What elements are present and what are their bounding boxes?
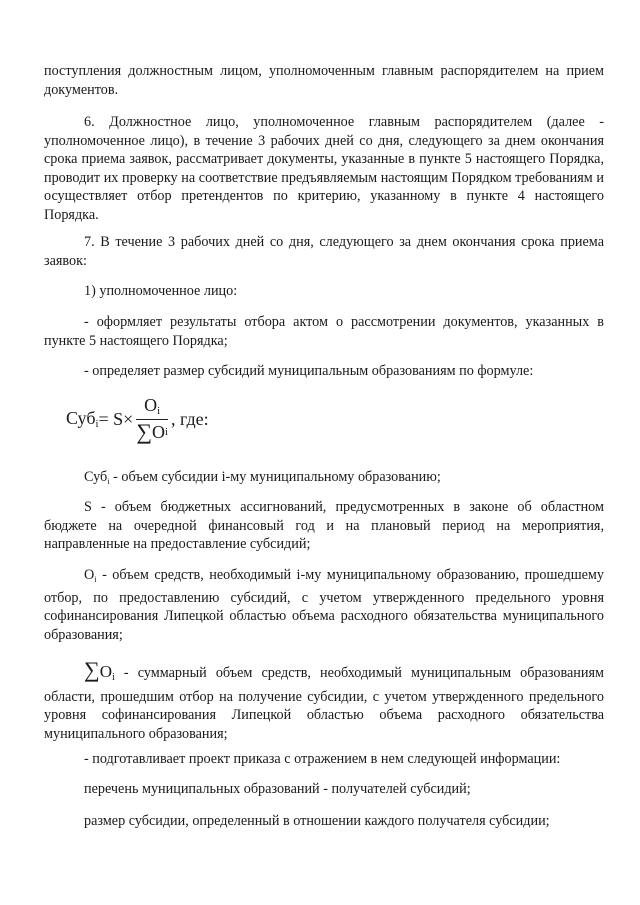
formula-denominator: ∑ O i	[136, 419, 168, 444]
paragraph-item-7: 7. В течение 3 рабочих дней со дня, следующего за днем окончания срока приема заявок:	[44, 234, 604, 269]
paragraph-order-draft: - подготавливает проект приказа с отражением в нем следующей информации:	[84, 751, 561, 767]
paragraph-act-formation: - оформляет результаты отбора актом о рассмотрении документов, указанных в пункте 5 настоящего Порядка;	[44, 314, 604, 349]
subsidy-formula	[66, 392, 316, 446]
formula-numerator: $O_i$	[144, 395, 161, 417]
formula-tail: , где:	[171, 408, 209, 429]
definition-sub: Суб$_i$ - объем субсидии i-му муниципальному образованию;	[84, 469, 441, 486]
formula-lhs: Суб$_i$	[66, 408, 99, 430]
definition-sum-oi: $\sum O_i$ - суммарный объем средств, необходимый муниципальным образованиям области, прошедшим отбор на получение субсидии, с учетом утвержденного предельного уровня софинансирования Липецкой областью объема расходного обязательства муниципального образования;	[44, 657, 604, 742]
paragraph-recipients-list: перечень муниципальных образований - получателей субсидий;	[84, 781, 471, 797]
paragraph-subsidy-size: размер субсидии, определенный в отношении каждого получателя субсидии;	[84, 813, 550, 829]
formula-equals: = S×	[98, 408, 134, 429]
paragraph-continuation: поступления должностным лицом, уполномоченным главным распорядителем на прием документов.	[44, 63, 604, 98]
formula-fraction	[136, 395, 168, 443]
definition-s: S - объем бюджетных ассигнований, предусмотренных в законе об областном бюджете на очередной финансовый год и на плановый период на мероприятия, направленные на предоставление субсидий;	[44, 499, 604, 553]
paragraph-item-6: 6. Должностное лицо, уполномоченное главным распорядителем (далее - уполномоченное лицо), в течение 3 рабочих дней со дня, следующего за днем окончания срока приема заявок, рассматривает документы, указанные в пункте 5 настоящего Порядка, проводит их проверку на соответствие предъявляемым настоящим Порядком требованиям и осуществляет отбор претендентов по критерию, указанному в пункте 4 настоящего Порядка.	[44, 114, 604, 223]
paragraph-formula-intro: - определяет размер субсидий муниципальным образованиям по формуле:	[84, 363, 534, 379]
definition-oi: $O_i$ - объем средств, необходимый i-му муниципальному образованию, прошедшему отбор, по предоставлению субсидий, с учетом утвержденного предельного уровня софинансирования Липецкой областью объема расходного обязательства муниципального образования;	[44, 567, 604, 643]
sigma-symbol: ∑	[136, 419, 152, 444]
sum-oi-symbol: $\sum O_i$	[84, 657, 115, 683]
paragraph-subitem-1: 1) уполномоченное лицо:	[84, 283, 238, 299]
